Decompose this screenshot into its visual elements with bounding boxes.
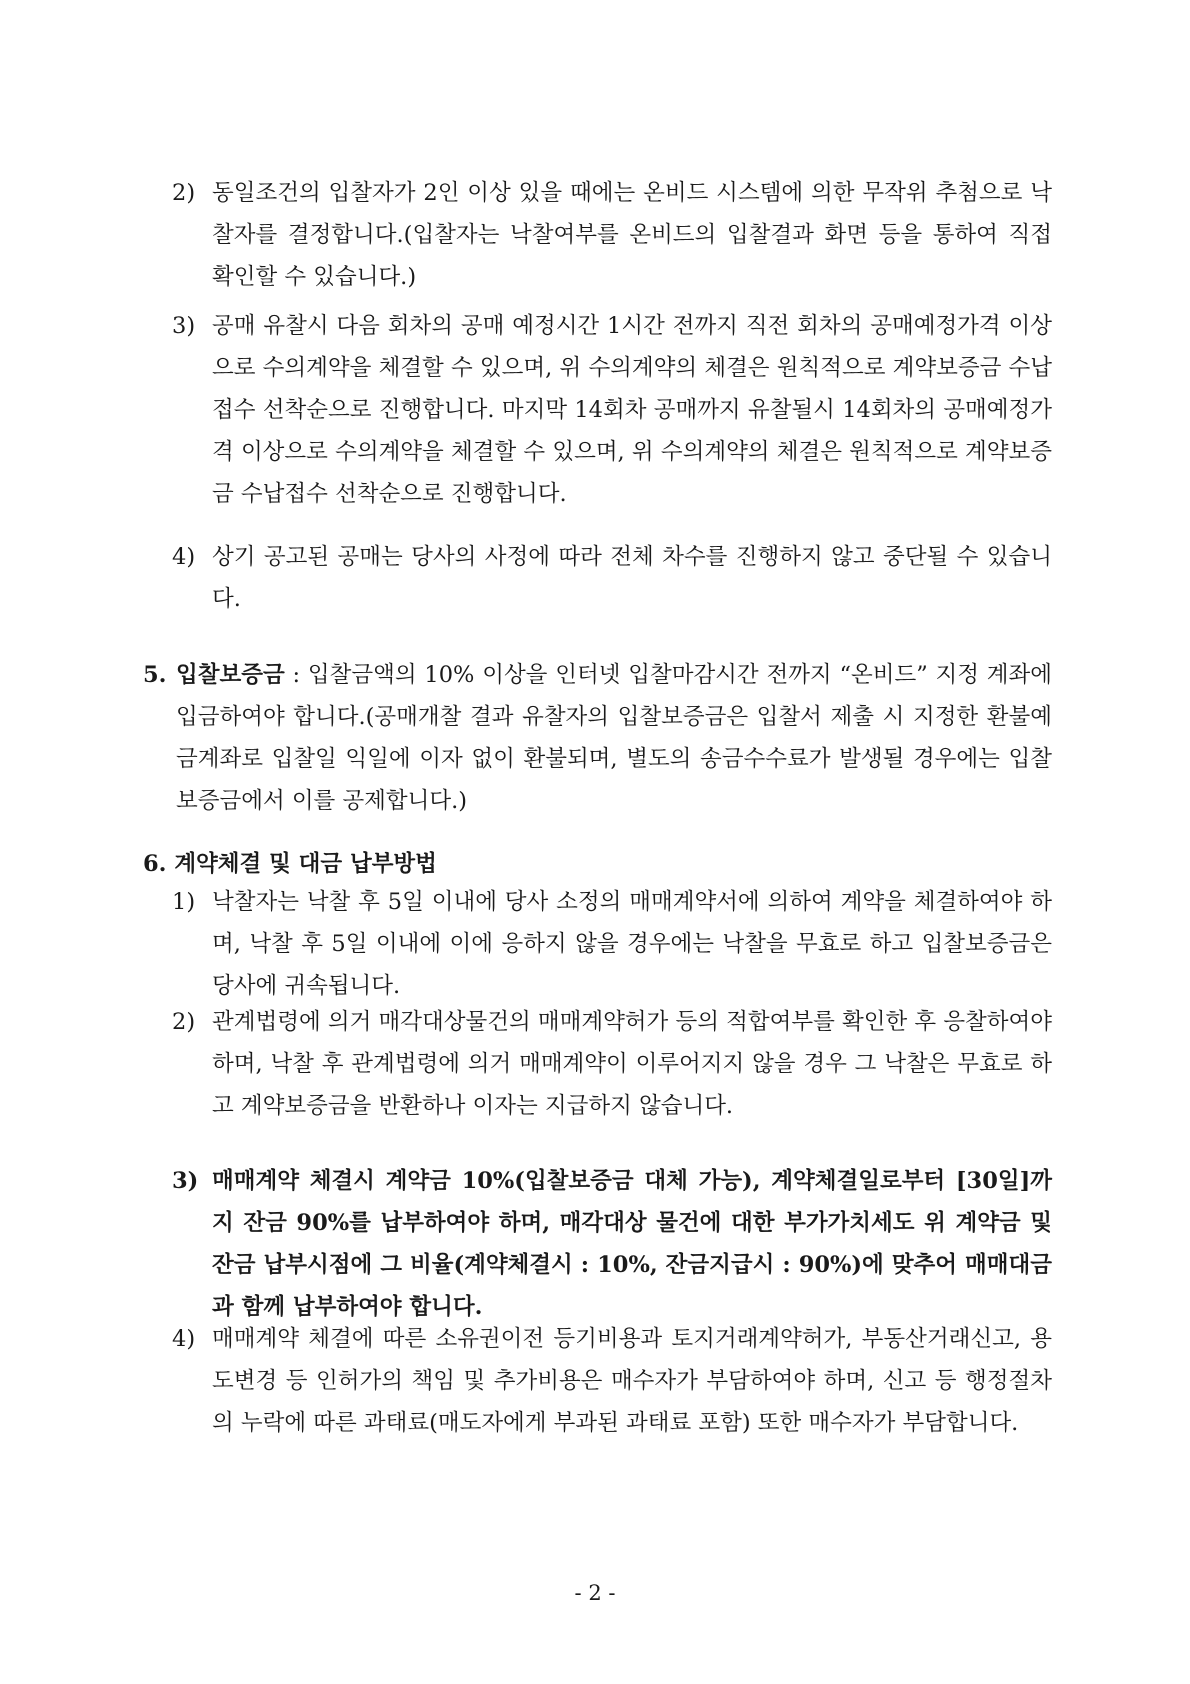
page-number: - 2 - bbox=[574, 1581, 616, 1605]
item-number: 3) bbox=[172, 1168, 199, 1194]
list-item bbox=[172, 881, 1052, 1007]
item-text: 공매 유찰시 다음 회차의 공매 예정시간 1시간 전까지 직전 회차의 공매예정가격 이상으로 수의계약을 체결할 수 있으며, 위 수의계약의 체결은 원칙적으로 계약보증금 수납접수 선착순으로 진행합니다. 마지막 14회차 공매까지 유찰될시 14회차의 공매예정가격 이상으로 수의계약을 체결할 수 있으며, 위 수의계약의 체결은 원칙적으로 계약보증금 수납접수 선착순으로 진행합니다. bbox=[212, 313, 1052, 507]
list-item bbox=[172, 1318, 1052, 1444]
item-number: 4) bbox=[172, 544, 196, 570]
item-number: 1) bbox=[172, 889, 196, 915]
section-body bbox=[176, 654, 1052, 822]
list-item bbox=[172, 172, 1052, 298]
item-number: 4) bbox=[172, 1326, 196, 1352]
item-number: 2) bbox=[172, 1009, 196, 1035]
list-item bbox=[172, 1001, 1052, 1127]
item-text: 매매계약 체결에 따른 소유권이전 등기비용과 토지거래계약허가, 부동산거래신고, 용도변경 등 인허가의 책임 및 추가비용은 매수자가 부담하여야 하며, 신고 등 행정절차의 누락에 따른 과태료(매도자에게 부과된 과태료 포함) 또한 매수자가 부담합니다. bbox=[212, 1326, 1052, 1436]
section-5-bid-deposit bbox=[143, 654, 1052, 822]
item-number: 2) bbox=[172, 180, 196, 206]
section-number: 5. bbox=[143, 662, 167, 688]
section-6-heading: 6. 계약체결 및 대금 납부방법 bbox=[143, 851, 437, 877]
item-text: 매매계약 체결시 계약금 10%(입찰보증금 대체 가능), 계약체결일로부터 [30일]까지 잔금 90%를 납부하여야 하며, 매각대상 물건에 대한 부가가치세도 위 계약금 및 잔금 납부시점에 그 비율(계약체결시 : 10%, 잔금지급시 : 90%)에 맞추어 매매대금과 함께 납부하여야 합니다. bbox=[212, 1168, 1052, 1320]
section-text: : 입찰금액의 10% 이상을 인터넷 입찰마감시간 전까지 “온비드” 지정 계좌에 입금하여야 합니다.(공매개찰 결과 유찰자의 입찰보증금은 입찰서 제출 시 지정한 환불예금계좌로 입찰일 익일에 이자 없이 환불되며, 별도의 송금수수료가 발생될 경우에는 입찰보증금에서 이를 공제합니다.) bbox=[176, 662, 1052, 814]
list-item bbox=[172, 305, 1052, 515]
item-number: 3) bbox=[172, 313, 196, 339]
item-text: 관계법령에 의거 매각대상물건의 매매계약허가 등의 적합여부를 확인한 후 응찰하여야 하며, 낙찰 후 관계법령에 의거 매매계약이 이루어지지 않을 경우 그 낙찰은 무효로 하고 계약보증금을 반환하나 이자는 지급하지 않습니다. bbox=[212, 1009, 1052, 1119]
list-item-emphasized bbox=[172, 1160, 1052, 1328]
item-text: 낙찰자는 낙찰 후 5일 이내에 당사 소정의 매매계약서에 의하여 계약을 체결하여야 하며, 낙찰 후 5일 이내에 이에 응하지 않을 경우에는 낙찰을 무효로 하고 입찰보증금은 당사에 귀속됩니다. bbox=[212, 889, 1052, 999]
item-text: 상기 공고된 공매는 당사의 사정에 따라 전체 차수를 진행하지 않고 중단될 수 있습니다. bbox=[212, 544, 1052, 612]
list-item bbox=[172, 536, 1052, 620]
item-text: 동일조건의 입찰자가 2인 이상 있을 때에는 온비드 시스템에 의한 무작위 추첨으로 낙찰자를 결정합니다.(입찰자는 낙찰여부를 온비드의 입찰결과 화면 등을 통하여 직접 확인할 수 있습니다.) bbox=[212, 180, 1052, 290]
section-title: 입찰보증금 bbox=[176, 662, 285, 688]
